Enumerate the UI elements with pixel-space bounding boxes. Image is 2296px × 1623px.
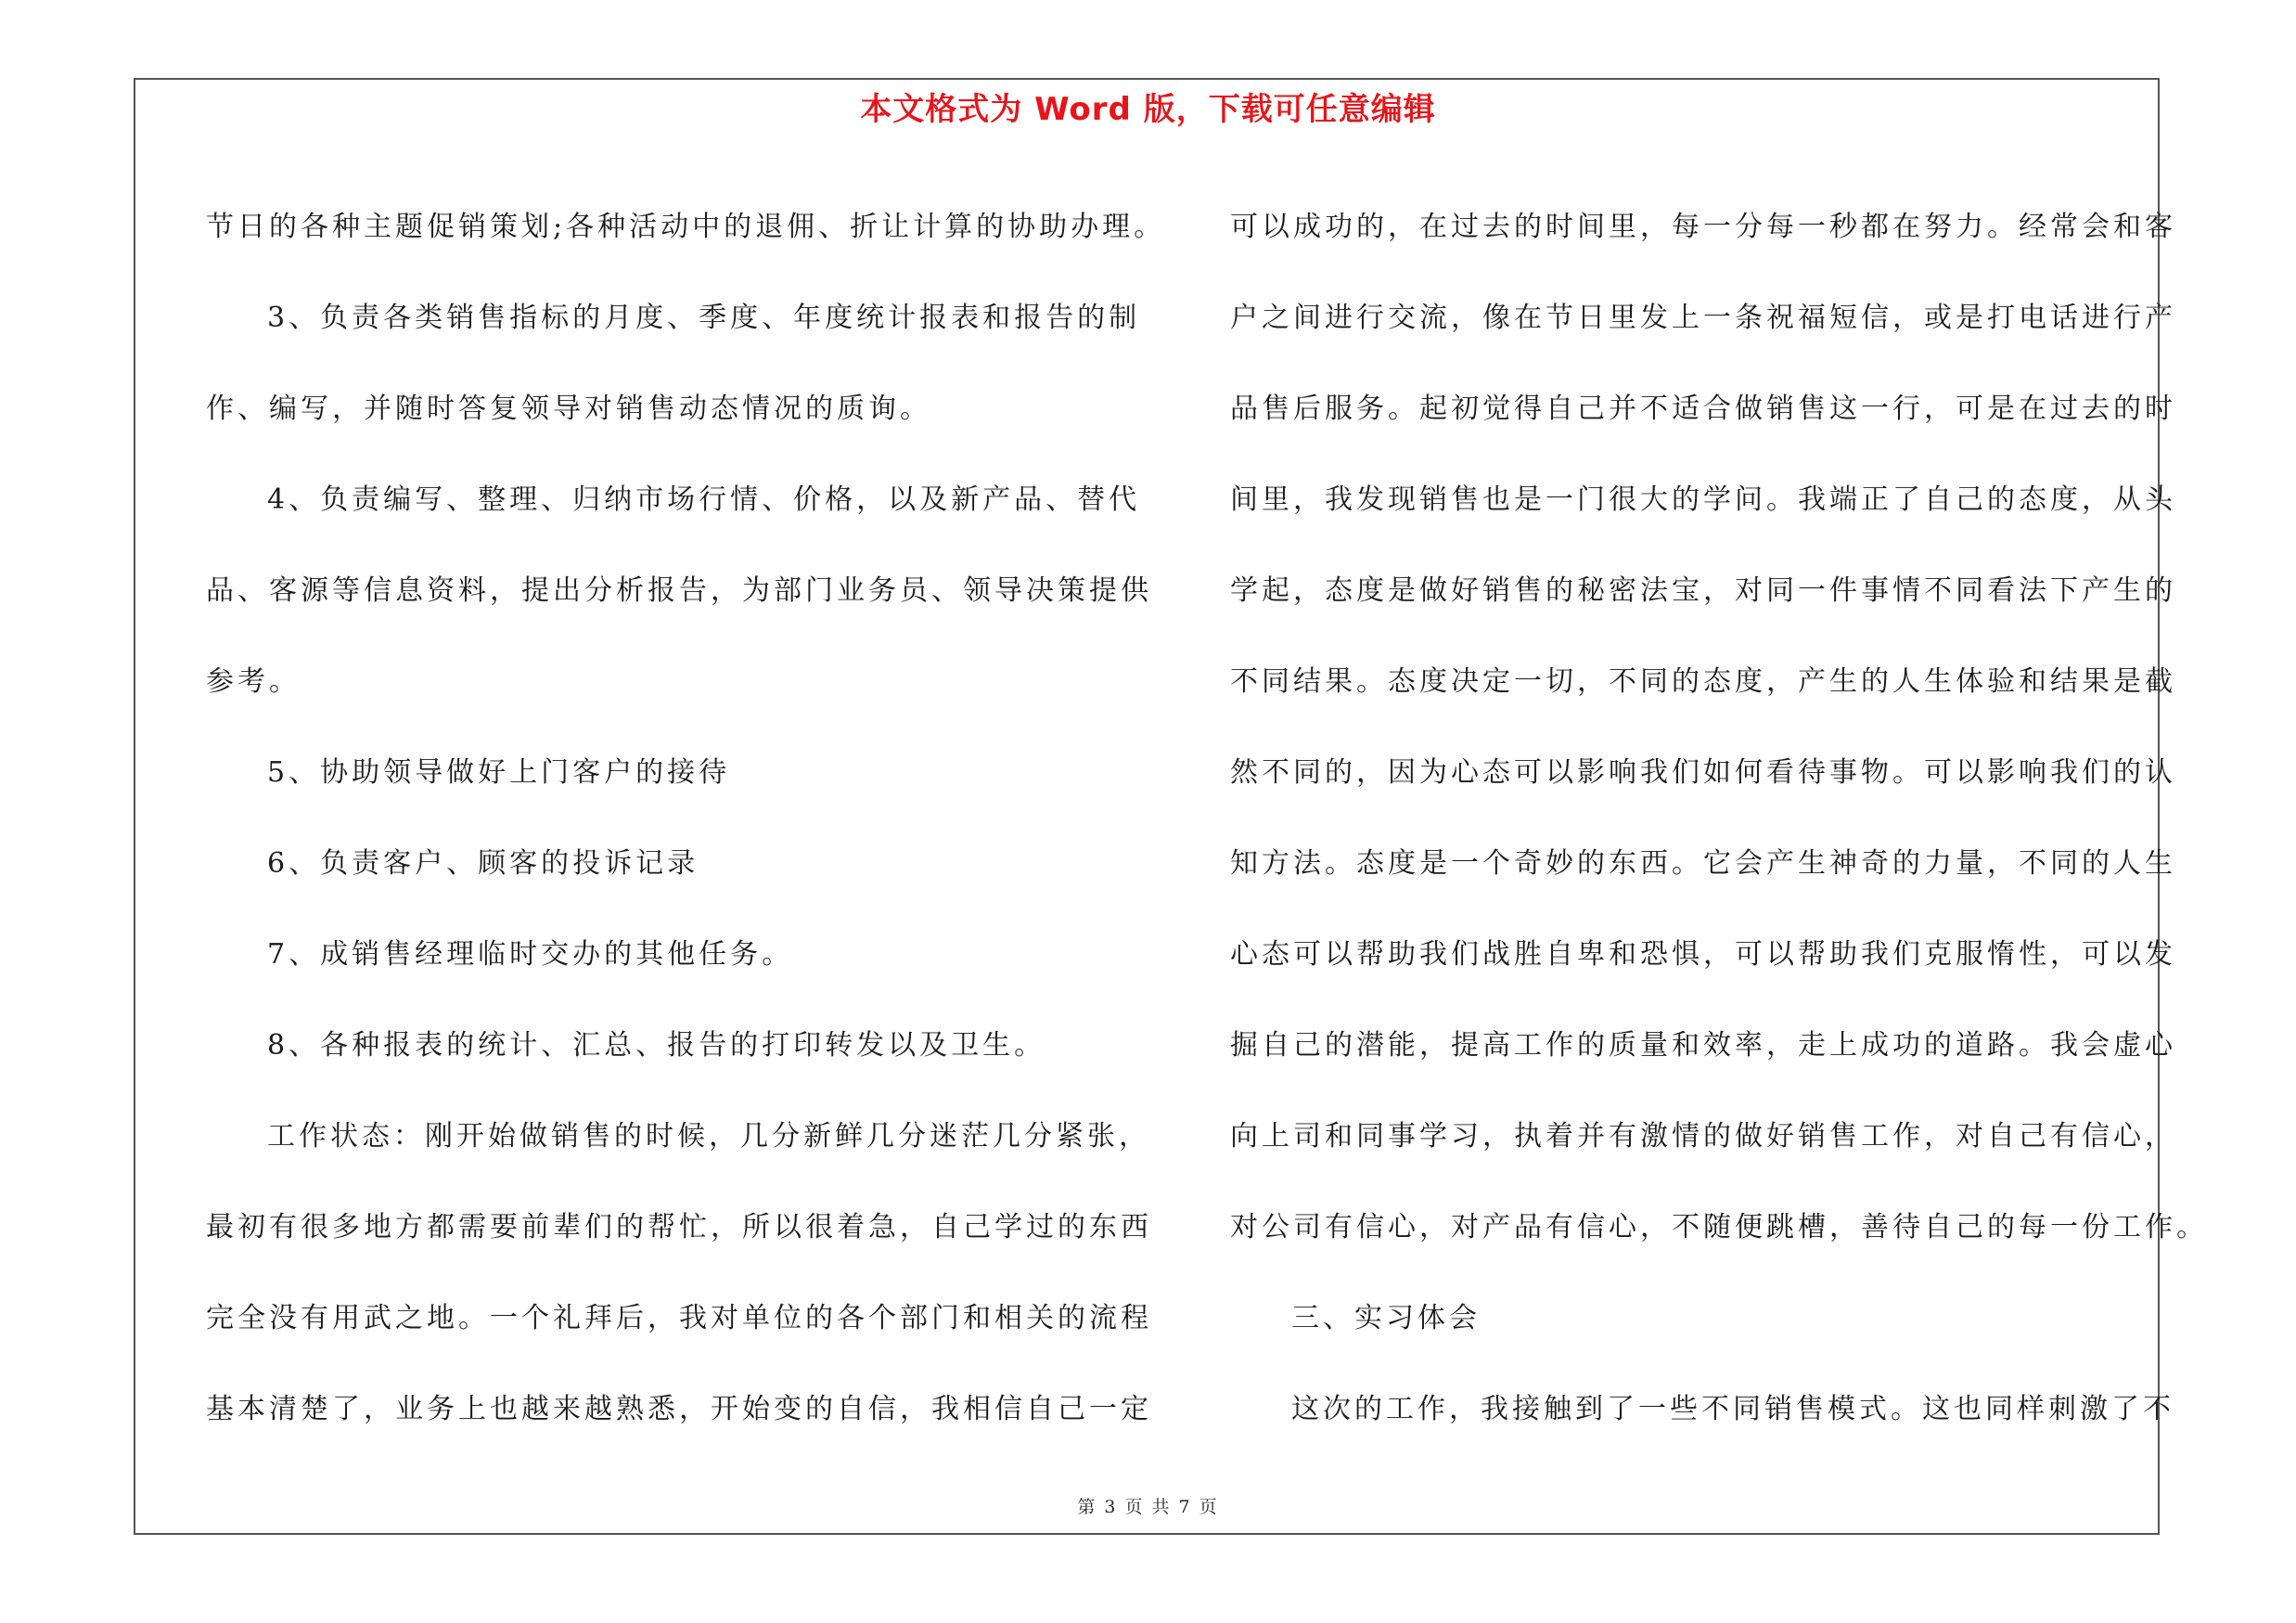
paragraph-line: 掘自己的潜能，提高工作的质量和效率，走上成功的道路。我会虚心 bbox=[1230, 1029, 2176, 1062]
paragraph-line: 户之间进行交流，像在节日里发上一条祝福短信，或是打电话进行产 bbox=[1230, 302, 2176, 334]
paragraph-line: 工作状态：刚开始做销售的时候，几分新鲜几分迷茫几分紧张， bbox=[267, 1120, 1150, 1153]
paragraph-line: 8、各种报表的统计、汇总、报告的打印转发以及卫生。 bbox=[267, 1029, 1046, 1062]
paragraph-line: 可以成功的，在过去的时间里，每一分每一秒都在努力。经常会和客 bbox=[1230, 211, 2176, 243]
paragraph-line: 作、编写，并随时答复领导对销售动态情况的质询。 bbox=[206, 393, 931, 425]
paragraph-line: 心态可以帮助我们战胜自卑和恐惧，可以帮助我们克服惰性，可以发 bbox=[1230, 938, 2176, 971]
paragraph-line: 学起，态度是做好销售的秘密法宝，对同一件事情不同看法下产生的 bbox=[1230, 574, 2176, 607]
paragraph-line: 3、负责各类销售指标的月度、季度、年度统计报表和报告的制 bbox=[267, 302, 1141, 334]
paragraph-line: 基本清楚了，业务上也越来越熟悉，开始变的自信，我相信自己一定 bbox=[206, 1393, 1152, 1425]
page-number-footer: 第 3 页 共 7 页 bbox=[1077, 1497, 1219, 1517]
paragraph-line: 间里，我发现销售也是一门很大的学问。我端正了自己的态度，从头 bbox=[1230, 483, 2176, 516]
paragraph-line: 向上司和同事学习，执着并有激情的做好销售工作，对自己有信心， bbox=[1230, 1120, 2176, 1153]
paragraph-line: 品售后服务。起初觉得自己并不适合做销售这一行，可是在过去的时 bbox=[1230, 393, 2176, 425]
paragraph-line: 完全没有用武之地。一个礼拜后，我对单位的各个部门和相关的流程 bbox=[206, 1302, 1152, 1334]
paragraph-line: 最初有很多地方都需要前辈们的帮忙，所以很着急，自己学过的东西 bbox=[206, 1211, 1152, 1243]
paragraph-line: 节日的各种主题促销策划;各种活动中的退佣、折让计算的协助办理。 bbox=[206, 211, 1166, 243]
section-heading: 三、实习体会 bbox=[1291, 1302, 1481, 1334]
paragraph-line: 参考。 bbox=[206, 665, 301, 698]
paragraph-line: 6、负责客户、顾客的投诉记录 bbox=[267, 847, 699, 880]
paragraph-line: 5、协助领导做好上门客户的接待 bbox=[267, 756, 731, 789]
paragraph-line: 然不同的，因为心态可以影响我们如何看待事物。可以影响我们的认 bbox=[1230, 756, 2176, 789]
paragraph-line: 这次的工作，我接触到了一些不同销售模式。这也同样刺激了不 bbox=[1291, 1393, 2174, 1425]
paragraph-line: 品、客源等信息资料，提出分析报告，为部门业务员、领导决策提供 bbox=[206, 574, 1152, 607]
paragraph-line: 7、成销售经理临时交办的其他任务。 bbox=[267, 938, 794, 971]
left-text-column bbox=[206, 182, 1166, 1455]
document-banner: 本文格式为 Word 版，下载可任意编辑 bbox=[860, 91, 1436, 128]
paragraph-line: 4、负责编写、整理、归纳市场行情、价格，以及新产品、替代 bbox=[267, 483, 1141, 516]
paragraph-line: 对公司有信心，对产品有信心，不随便跳槽，善待自己的每一份工作。 bbox=[1230, 1211, 2208, 1243]
paragraph-line: 知方法。态度是一个奇妙的东西。它会产生神奇的力量，不同的人生 bbox=[1230, 847, 2176, 880]
paragraph-line: 不同结果。态度决定一切，不同的态度，产生的人生体验和结果是截 bbox=[1230, 665, 2176, 698]
right-text-column bbox=[1230, 182, 2208, 1455]
